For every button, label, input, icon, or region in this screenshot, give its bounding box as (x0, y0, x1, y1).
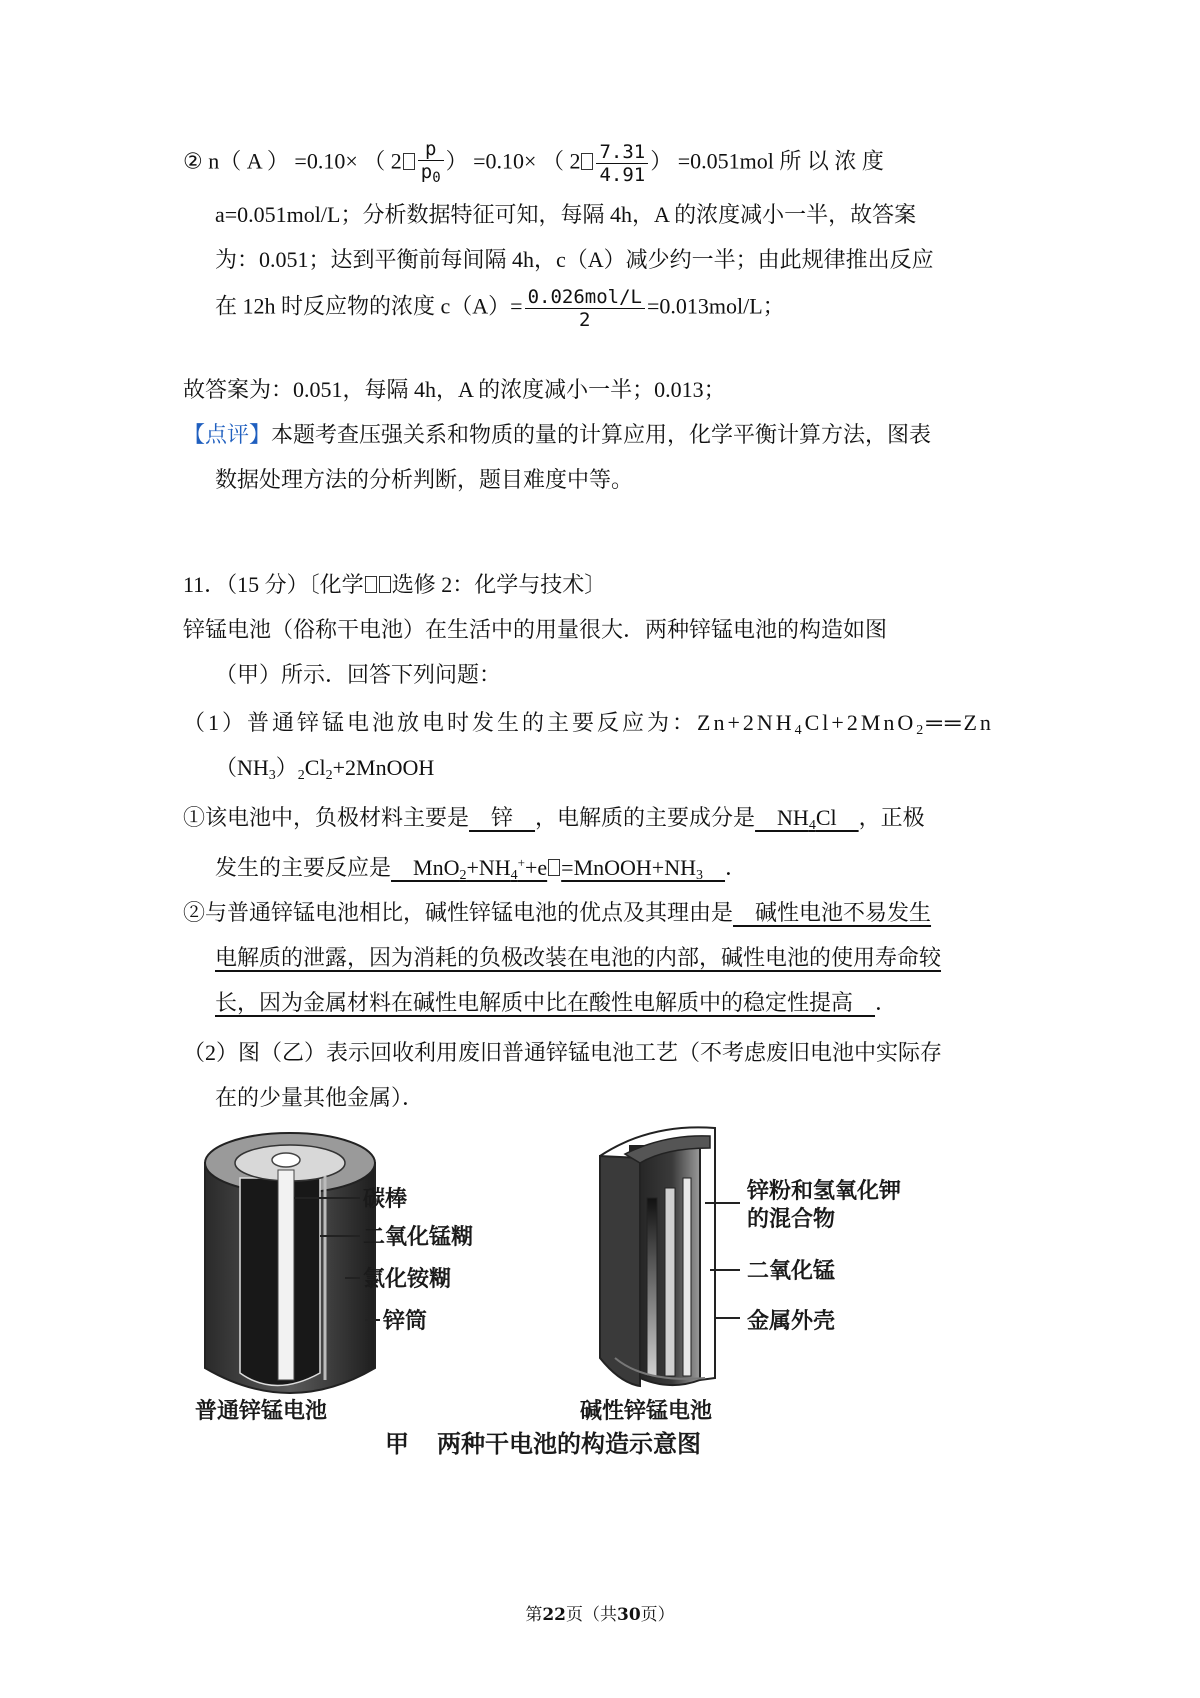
q11-sub2-line3: 长，因为金属材料在碱性电解质中比在酸性电解质中的稳定性提高 ． (215, 990, 898, 1015)
q11-sub1-line1: ①该电池中，负极材料主要是 锌 ，电解质的主要成分是 $NH_4Cl$ ，正极 (183, 805, 925, 833)
fraction-values: $\frac{7.31}{4.91}$ (596, 141, 648, 186)
q11-part2-line1: （2）图（乙）表示回收利用废旧普通锌锰电池工艺（不考虑废旧电池中实际存 (183, 1040, 943, 1065)
q11-intro-1: 锌锰电池（俗称干电池）在生活中的用量很大．两种锌锰电池的构造如图 (183, 617, 888, 642)
answer-electrolyte: $NH_4Cl$ (755, 805, 859, 833)
battery-figure (195, 1118, 1055, 1488)
q11-sub1-line2: 发生的主要反应是 $MnO_2+NH_4^++e$ $=MnOOH+NH_3$ ． (215, 855, 748, 883)
q11-intro-2: （甲）所示．回答下列问题： (215, 662, 502, 687)
q11-header: 11．（15 分）〔化学 选修 2：化学与技术〕 (183, 572, 607, 597)
label-metal-shell: 金属外壳 (747, 1309, 836, 1334)
page-footer: 第22页（共30页） (525, 1605, 675, 1625)
comment-line-1: 【点评】本题考查压强关系和物质的量的计算应用，化学平衡计算方法，图表 (183, 422, 932, 447)
fraction-p-p0: $\frac{p}{p_0}$ (418, 138, 444, 189)
calc-text-b: ） =0.10× （ 2 (445, 148, 581, 174)
answer-positive-reaction: $MnO_2+NH_4^++e$ $=MnOOH+NH_3$ (391, 855, 703, 883)
q11-part1-line1: （1）普通锌锰电池放电时发生的主要反应为：$Zn+2NH_4Cl+2MnO_2══Zn$ (183, 710, 994, 738)
page-total: 30 (617, 1605, 641, 1625)
label-zinc-koh-mix-2: 的混合物 (747, 1207, 836, 1232)
calc-text-a: n（ A ） =0.10× （ 2 (208, 148, 402, 174)
placeholder-glyph (379, 576, 391, 593)
right-leader-lines (705, 1203, 740, 1318)
zinc-manganese-battery-drawing (205, 1133, 375, 1393)
calc-line-4: 在 12h 时反应物的浓度 c（A）= $\frac{\text{0.026mol/L}}{2}$ =0.013mol/L； (215, 286, 785, 331)
fraction-concentration: $\frac{\text{0.026mol/L}}{2}$ (525, 286, 645, 331)
label-mno2-paste: 二氧化锰糊 (363, 1225, 474, 1250)
circled-number: ② (183, 148, 203, 174)
answer-advantage-3: 长，因为金属材料在碱性电解质中比在酸性电解质中的稳定性提高 (215, 990, 876, 1015)
placeholder-glyph (365, 576, 377, 593)
q11-part1-line2: $(NH_3)_2Cl_2+2MnOOH$ (215, 755, 435, 783)
caption-ordinary-battery: 普通锌锰电池 (195, 1399, 328, 1424)
q11-sub2-line1: ②与普通锌锰电池相比，碱性锌锰电池的优点及其理由是 碱性电池不易发生 (183, 900, 932, 925)
figure-tag: 甲 (385, 1430, 409, 1458)
calc-line-1 (183, 138, 884, 189)
q11-part2-line2: 在的少量其他金属）． (215, 1085, 425, 1110)
calc-line-2: a=0.051mol/L；分析数据特征可知，每隔 4h，A 的浓度减小一半，故答案 (215, 202, 917, 227)
caption-alkaline-battery: 碱性锌锰电池 (580, 1399, 713, 1424)
answer-line: 故答案为：0.051，每隔 4h，A 的浓度减小一半；0.013； (183, 377, 726, 402)
placeholder-glyph (581, 153, 593, 170)
calc-line-3: 为：0.051；达到平衡前每间隔 4h，c（A）减少约一半；由此规律推出反应 (215, 247, 934, 272)
answer-negative-electrode: 锌 (469, 805, 536, 830)
placeholder-glyph (548, 859, 560, 876)
label-carbon-rod: 碳棒 (363, 1187, 408, 1212)
figure-caption: 两种干电池的构造示意图 (437, 1430, 701, 1458)
comment-line-2: 数据处理方法的分析判断，题目难度中等。 (215, 467, 634, 492)
alkaline-battery-drawing (600, 1127, 715, 1386)
calc-text-c: ） =0.051mol 所 以 浓 度 (650, 148, 884, 174)
comment-tag: 【点评】 (183, 422, 272, 447)
label-zinc-can: 锌筒 (383, 1309, 428, 1334)
answer-advantage-2: 电解质的泄露，因为消耗的负极改装在电池的内部，碱性电池的使用寿命较 (215, 945, 942, 970)
label-zinc-koh-mix-1: 锌粉和氢氧化钾 (747, 1179, 902, 1204)
page-number: 22 (542, 1605, 566, 1625)
answer-advantage-1: 碱性电池不易发生 (733, 900, 932, 925)
placeholder-glyph (403, 153, 415, 170)
label-mno2: 二氧化锰 (747, 1259, 836, 1284)
label-nh4cl-paste: 氯化铵糊 (363, 1267, 452, 1292)
